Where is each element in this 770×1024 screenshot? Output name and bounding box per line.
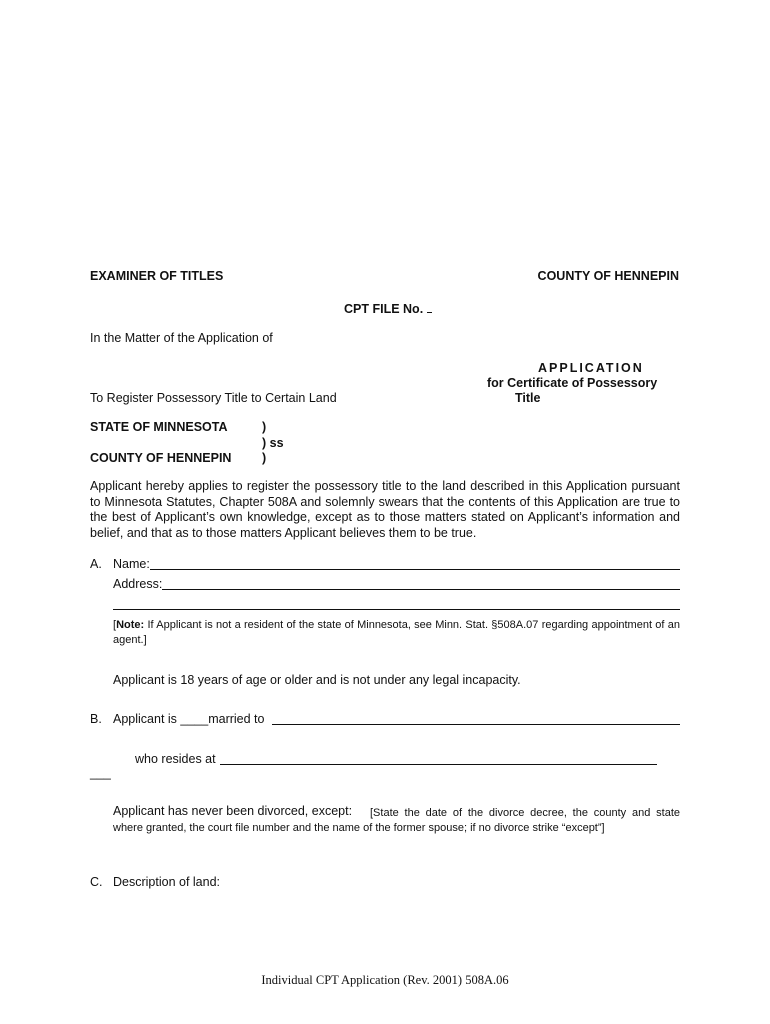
section-a-letter: A. <box>90 557 102 571</box>
name-field[interactable] <box>150 569 680 570</box>
section-b-letter: B. <box>90 712 102 726</box>
section-c-letter: C. <box>90 875 103 889</box>
cpt-file-blank[interactable] <box>427 302 432 313</box>
page-footer: Individual CPT Application (Rev. 2001) 508A.06 <box>261 973 509 987</box>
address-field-line-2[interactable] <box>113 609 680 610</box>
note-bold: Note: <box>116 619 145 631</box>
cpt-file-label <box>344 302 432 316</box>
agent-note <box>113 618 680 648</box>
application-title: APPLICATION <box>538 361 644 375</box>
venue-state: STATE OF MINNESOTA <box>90 420 228 434</box>
note-text: If Applicant is not a resident of the state of Minnesota, see Minn. Stat. §508A.07 regarding appointment of an agent.] <box>113 619 680 646</box>
spouse-name-field[interactable] <box>272 724 680 725</box>
married-label: Applicant is ____married to <box>113 712 265 726</box>
examiner-heading: EXAMINER OF TITLES <box>90 269 224 283</box>
application-subtitle-1: for Certificate of Possessory <box>487 376 658 390</box>
matter-intro: In the Matter of the Application of <box>90 331 273 345</box>
divorce-lead: Applicant has never been divorced, except: <box>113 804 353 818</box>
spouse-address-field[interactable] <box>220 764 657 765</box>
address-label: Address: <box>113 577 163 591</box>
application-subtitle-2: Title <box>515 391 541 405</box>
county-heading: COUNTY OF HENNEPIN <box>537 269 679 283</box>
cpt-file-text: CPT FILE No. <box>344 302 424 316</box>
address-field[interactable] <box>162 589 680 590</box>
venue-ss: ) ss <box>262 436 284 450</box>
venue-paren-1: ) <box>262 420 267 434</box>
note-open-bracket: [ <box>113 619 117 631</box>
land-description-label: Description of land: <box>113 875 221 889</box>
venue-paren-3: ) <box>262 451 267 465</box>
venue-county: COUNTY OF HENNEPIN <box>90 451 232 465</box>
name-label: Name: <box>113 557 150 571</box>
application-statement: Applicant hereby applies to register the possessory title to the land described in this Application pursuant to Minnesota Statutes, Chapter 508A and solemnly swears that the contents of this Application are true to the best of Applicant’s own knowledge, except as to those matters stated on Applicant’s information and belief, and that as to those matters Applicant believes them to be true. <box>90 479 680 540</box>
age-statement: Applicant is 18 years of age or older and is not under any legal incapacity. <box>113 673 521 687</box>
divorce-instruction: [State the date of the divorce decree, the county and state where granted, the court file number and the name of the former spouse; if no divorce strike “except”] <box>113 807 680 834</box>
register-title: To Register Possessory Title to Certain Land <box>90 391 337 405</box>
trailing-blank[interactable]: ___ <box>90 766 111 780</box>
resides-label: who resides at <box>135 752 216 766</box>
